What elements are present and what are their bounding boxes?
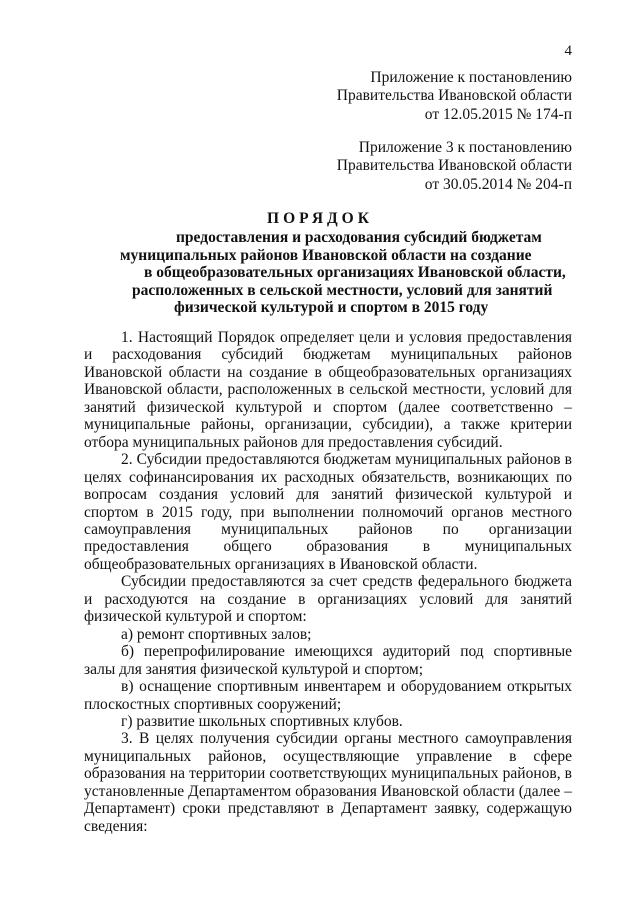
document-body <box>84 329 572 835</box>
approval-line: от 30.05.2014 № 204-п <box>424 175 572 193</box>
approval-line: Приложение 3 к постановлению <box>358 139 572 156</box>
page-number: 4 <box>564 43 572 59</box>
subtitle-line: физической культурой и спортом в 2015 году <box>174 299 489 317</box>
subtitle-line: расположенных в сельской местности, условий для занятий <box>132 281 553 299</box>
approval-line: Правительства Ивановской области <box>336 87 572 105</box>
document-subtitle <box>84 229 584 317</box>
paragraph-1: 1. Настоящий Порядок определяет цели и условия предоставления и расходования субсидий бюджетам муниципальных районов Ивановской области на создание в общеобразовательных организациях Ивановской области, расположенных в сельской местности, условий для занятий физической культурой и спортом (далее соответственно – муниципальные районы, организации, субсидии), а также критерии отбора муниципальных районов для предоставления субсидий. <box>84 329 572 451</box>
paragraph-subsidy-funding: Субсидии предоставляются за счет средств федерального бюджета и расходуются на создание в организациях условий для занятий физической культурой и спортом: <box>84 573 572 626</box>
list-item-a: а) ремонт спортивных залов; <box>121 625 312 643</box>
subtitle-line: в общеобразовательных организациях Ивановской области, <box>144 264 566 282</box>
subtitle-line: предоставления и расходования субсидий бюджетам <box>176 229 542 246</box>
paragraph-2: 2. Субсидии предоставляются бюджетам муниципальных районов в целях софинансирования их расходных обязательств, возникающих по вопросам создания условий для занятий физической культурой и спортом в 2015 году, при выполнении полномочий органов местного самоуправления муниципальных районов по организации предоставления общего образования в муниципальных общеобразовательных организациях в Ивановской области. <box>84 451 572 573</box>
approval-line: Приложение к постановлению <box>370 69 572 86</box>
list-item-v: в) оснащение спортивным инвентарем и оборудованием открытых плоскостных спортивных сооружений; <box>84 678 572 713</box>
approval-block-2015 <box>337 69 572 124</box>
list-item-b: б) перепрофилирование имеющихся аудиторий под спортивные залы для занятия физической культурой и спортом; <box>84 643 572 678</box>
list-item-g: г) развитие школьных спортивных клубов. <box>121 712 403 730</box>
approval-block-2014 <box>337 139 572 194</box>
approval-line: Правительства Ивановской области <box>336 157 572 175</box>
subtitle-line: муниципальных районов Ивановской области на создание <box>120 246 532 264</box>
approval-line: от 12.05.2015 № 174-п <box>424 105 572 123</box>
document-title: ПОРЯДОК <box>267 210 373 227</box>
paragraph-3: 3. В целях получения субсидии органы местного самоуправления муниципальных районов, осуществляющие управление в сфере образования на территории соответствующих муниципальных районов, в установленные Департаментом образования Ивановской области (далее – Департамент) сроки представляют в Департамент заявку, содержащую сведения: <box>84 730 572 835</box>
